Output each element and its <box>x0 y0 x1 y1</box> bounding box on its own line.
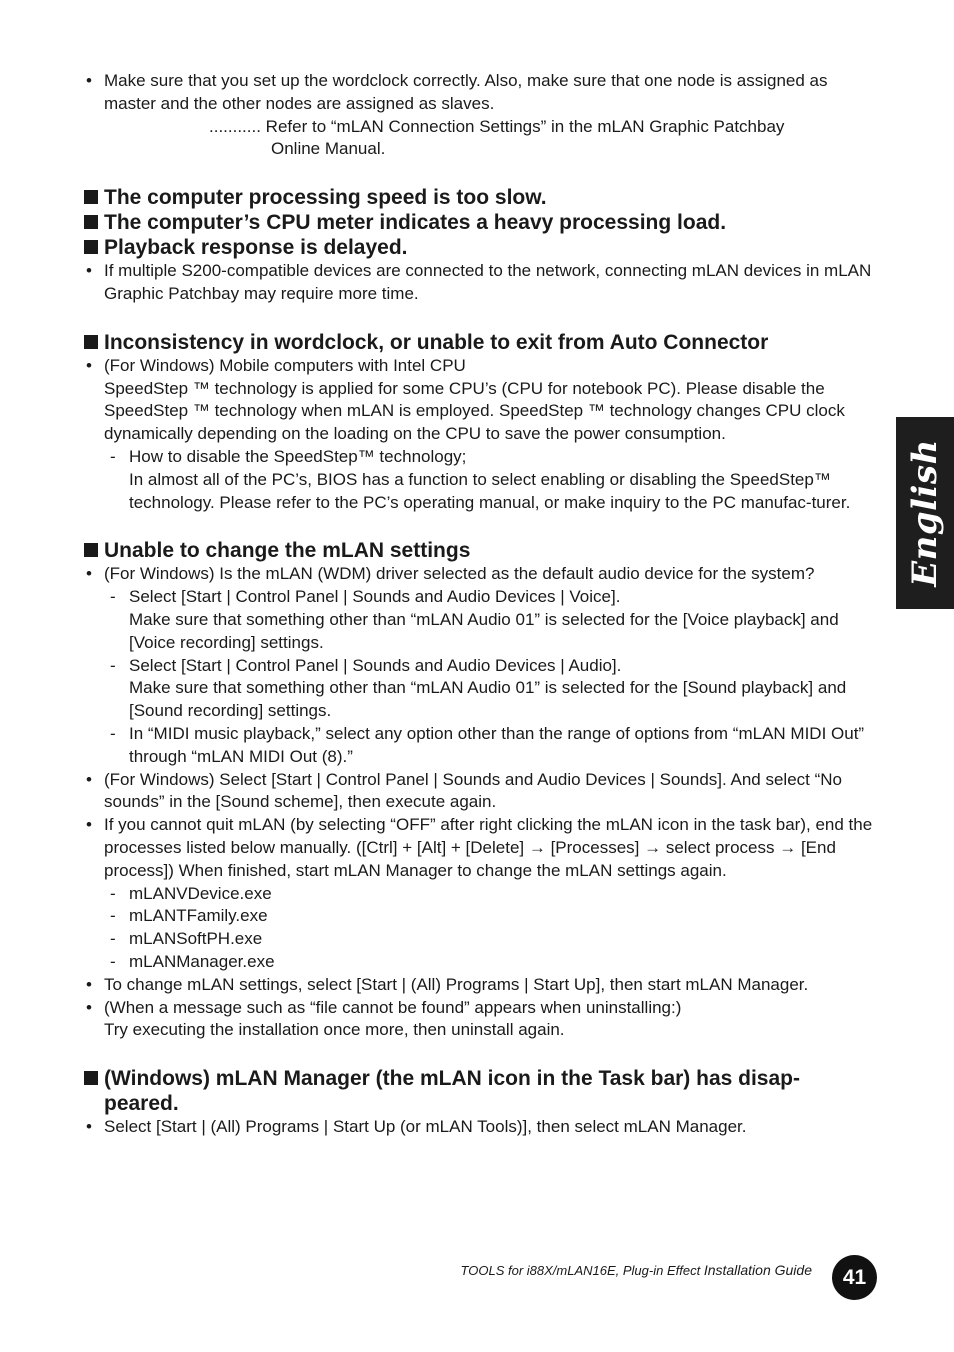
sub-item-continuation: In almost all of the PC’s, BIOS has a function to select enabling or disabling the SpeedStep™ technology. Please refer to the PC’s operating manual, or make inquiry to the PC manufac-turer. <box>129 469 851 512</box>
bullet-item: • If you cannot quit mLAN (by selecting “OFF” after right clicking the mLAN icon in the task bar), end the processes listed below manually. ([Ctrl] + [Alt] + [Delete] → [Processes] → select process → [End process]) When finished, start mLAN Manager to change the mLAN settings again. <box>84 814 874 882</box>
reference-text: ........... Refer to “mLAN Connection Settings” in the mLAN Graphic Patchbay <box>209 116 785 136</box>
bullet-item: • (For Windows) Is the mLAN (WDM) driver selected as the default audio device for the system? <box>84 563 874 586</box>
heading-text: Playback response is delayed. <box>104 236 408 260</box>
bullet-item: • To change mLAN settings, select [Start | (All) Programs | Start Up], then start mLAN Manager. <box>84 974 874 997</box>
bullet-continuation: SpeedStep ™ technology is applied for some CPU’s (CPU for notebook PC). Please disable the SpeedStep ™ technology when mLAN is employed. SpeedStep ™ technology changes CPU clock dynamically depending on the loading on the CPU to save the power consumption. <box>104 378 845 444</box>
section-heading <box>84 538 874 563</box>
intro-bullet: • Make sure that you set up the wordclock correctly. Also, make sure that one node is assigned as master and the other nodes are assigned as slaves. <box>84 70 874 116</box>
heading-text: (Windows) mLAN Manager (the mLAN icon in the Task bar) has disap-peared. <box>104 1067 800 1116</box>
heading-text: The computer’s CPU meter indicates a heavy processing load. <box>104 211 727 235</box>
footer-product: TOOLS for i88X/mLAN16E, Plug-in Effect <box>460 1263 701 1278</box>
language-tab <box>896 417 954 609</box>
heading-text: Inconsistency in wordclock, or unable to exit from Auto Connector <box>104 330 769 354</box>
sub-item: - In “MIDI music playback,” select any option other than the range of options from “mLAN MIDI Out” through “mLAN MIDI Out (8).” <box>84 723 874 769</box>
reference-line <box>84 116 874 162</box>
footer-guide: Installation Guide <box>703 1262 812 1278</box>
reference-text-cont: Online Manual. <box>271 139 386 159</box>
section-heading <box>84 185 874 210</box>
square-bullet-icon <box>84 190 98 204</box>
square-bullet-icon <box>84 1071 98 1085</box>
section-heading <box>84 210 874 235</box>
page-number: 41 <box>832 1255 877 1300</box>
section-heading <box>84 235 874 260</box>
process-item: - mLANTFamily.exe <box>84 905 874 928</box>
section-heading <box>84 330 874 355</box>
bullet-item: • (For Windows) Select [Start | Control Panel | Sounds and Audio Devices | Sounds]. And select “No sounds” in the [Sound scheme], then execute again. <box>84 769 874 815</box>
section-heading <box>84 1066 874 1116</box>
process-item: - mLANManager.exe <box>84 951 874 974</box>
footer-title <box>461 1262 812 1278</box>
square-bullet-icon <box>84 240 98 254</box>
bullet-item: • Select [Start | (All) Programs | Start Up (or mLAN Tools)], then select mLAN Manager. <box>84 1116 874 1139</box>
language-tab-label: English <box>905 439 946 587</box>
process-item: - mLANSoftPH.exe <box>84 928 874 951</box>
sub-item: - How to disable the SpeedStep™ technology; <box>84 446 874 469</box>
heading-text: Unable to change the mLAN settings <box>104 539 471 563</box>
square-bullet-icon <box>84 215 98 229</box>
bullet-item: • (When a message such as “file cannot be found” appears when uninstalling:) <box>84 997 874 1020</box>
square-bullet-icon <box>84 543 98 557</box>
sub-item: - Select [Start | Control Panel | Sounds and Audio Devices | Voice]. <box>84 586 874 609</box>
sub-item: - Select [Start | Control Panel | Sounds and Audio Devices | Audio]. <box>84 655 874 678</box>
page-content <box>84 70 874 1139</box>
heading-text: The computer processing speed is too slow. <box>104 186 547 210</box>
sub-item-continuation: Make sure that something other than “mLAN Audio 01” is selected for the [Sound playback] and [Sound recording] settings. <box>129 678 847 721</box>
sub-item-continuation: Make sure that something other than “mLAN Audio 01” is selected for the [Voice playback] and [Voice recording] settings. <box>129 609 839 652</box>
process-item: - mLANVDevice.exe <box>84 883 874 906</box>
square-bullet-icon <box>84 335 98 349</box>
bullet-item: • If multiple S200-compatible devices are connected to the network, connecting mLAN devices in mLAN Graphic Patchbay may require more time. <box>84 260 874 306</box>
bullet-item: • (For Windows) Mobile computers with Intel CPU <box>84 355 874 378</box>
bullet-continuation: Try executing the installation once more, then uninstall again. <box>104 1020 565 1040</box>
